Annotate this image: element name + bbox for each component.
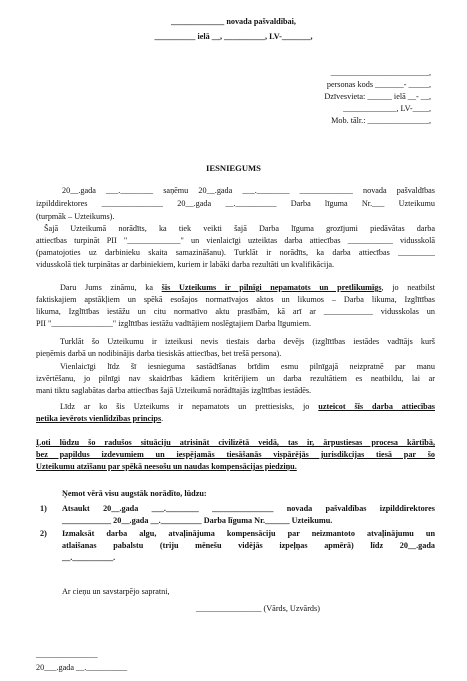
para3-line4: PII "_______________" izglītības iestāžu vadītājiem noslēgtajiem Darba līgumiem.	[36, 319, 311, 328]
signature-line: ________________ (Vārds, Uzvārds)	[196, 604, 320, 613]
para7-line3: Uzteikumu atzīšanu par spēkā neesošu un naudas kompensācijas piedziņu.	[36, 462, 297, 471]
para7-line2: bez papildus izdevumiem un iespējamās tiesāšanās vispārējās jurisdikcijas tiesā par šo	[36, 450, 435, 459]
request-2-number: 2)	[40, 529, 47, 538]
emphasis-terminating: uzteicot šīs darba attiecības	[318, 402, 435, 411]
sender-name-line: ________________________,	[330, 68, 431, 77]
request-intro: Ņemot vērā visu augstāk norādīto, lūdzu:	[62, 489, 207, 498]
request-2-line1: Izmaksāt darba algu, atvaļinājuma kompensāciju par neizmantoto atvaļinājumu un	[62, 529, 435, 538]
para2-line1: Šajā Uzteikumā norādīts, ka tiek veikti šajā Darba līguma grozījumi piedāvātas darba	[44, 224, 435, 233]
para7-line1: Ļoti lūdzu šo radušos situāciju atrisināt civilizētā veidā, tas ir, ārpustiesas procesa kārtībā,	[36, 438, 435, 447]
emphasis-equality-principle: netika ievērots vienlīdzības princips	[36, 414, 162, 423]
para1-line3: (turpmāk – Uzteikums).	[36, 212, 115, 221]
para3-line3: likuma, Izglītības iestāžu un citu normatīvo aktu prasībām, kā arī ar ____________ vidusskolas un	[36, 307, 435, 316]
request-1-line2: ____________ 20__.gada __.__________ Darba līguma Nr.______ Uzteikumu.	[62, 516, 333, 525]
para5-line2: izvērtēšanu, jo pilnīgi nav skaidrības kādiem kritērijiem un darba rezultātiem es neatbildu, lai ar	[36, 374, 435, 383]
para4-line1: Turklāt šo Uzteikumu ir izteikusi nevis tiesīais darba devējs (izglītības iestādes vadītājs kurš	[60, 337, 435, 346]
para6-line1: Līdz ar ko šis Uzteikums ir nepamatots un prettiesisks, jo uzteicot šīs darba attiecības	[60, 402, 435, 411]
emphasis-unfounded: šis Uzteikums ir pilnīgi nepamatots un pretlikumīgs	[161, 283, 382, 292]
closing-phrase: Ar cieņu un savstarpējo sapratni,	[62, 587, 170, 596]
para6-line2: netika ievērots vienlīdzības princips.	[36, 414, 164, 423]
para2-line3: (pamatojoties uz darbinieku skaita samazināšanu). Turklāt ir norādīts, ka darba attiecības _________	[36, 248, 435, 257]
sender-city: _____________, LV-____,	[343, 104, 431, 113]
para3-line1: Daru Jums zināmu, ka šis Uzteikums ir pilnīgi nepamatots un pretlikumīgs, jo neatbilst	[60, 283, 435, 292]
date-line: 20___.gada __.__________	[36, 663, 128, 672]
para4-line2: pieņēmis darbā un nodibinājis darba tiesiskās attiecības, bet trešā persona).	[36, 349, 282, 358]
recipient-line-2: __________ ielā __, __________, LV-_______,	[154, 32, 313, 41]
para5-line1: Vienlaicīgi līdz šī iesnieguma sastādīšanas brīdim esmu pilnīgajā neizpratnē par manu	[60, 362, 435, 371]
para1-line1: 20__.gada ___.________ saņēmu 20__.gada ___.________ _____________ novada pašvaldības	[62, 186, 435, 195]
sender-personal-code: personas kods _______- _____,	[326, 80, 431, 89]
request-1-number: 1)	[40, 504, 47, 513]
recipient-line-1: _____________ novada pašvaldībai,	[171, 17, 296, 26]
request-2-line2: atlaišanas pabalstu (triju mēnešu vidējās izpeļņas apmērā) līdz 20__.gada	[62, 541, 435, 550]
para2-line2: attiecības turpināt PII "_____________" un vienlaicīgi uzteiktas darba attiecības ___________ vidusskolā	[36, 236, 435, 245]
request-2-line3: __.__________.	[62, 553, 116, 562]
sender-residence: Dzīvesvieta: ______ ielā __- __,	[324, 92, 431, 101]
para2-line4: vidusskolā tiek turpinātas ar darbiniekiem, kuriem ir labāki darba rezultāti un kvalifikācija.	[36, 260, 335, 269]
date-blank-line: _______________	[36, 650, 98, 659]
para3-line2: faktiskajiem apstākļiem un spēkā esošajos normatīvajos aktos un likumos – Darba likuma, Izglītības	[36, 295, 435, 304]
document-title: IESNIEGUMS	[206, 163, 261, 173]
sender-phone: Mob. tālr.: _______________,	[331, 116, 431, 125]
para1-line2: izpilddirektores _______________ 20__.gada __.__________ Darba līguma Nr.___ Uzteikumu	[36, 199, 435, 208]
para5-line3: mani tiktu saglabātas darba attiecības šajā Uzteikumā norādītajās izglītības iestādēs.	[36, 386, 312, 395]
request-1-line1: Atsaukt 20__.gada ___.________ _______________ novada pašvaldības izpilddirektores	[62, 504, 435, 513]
